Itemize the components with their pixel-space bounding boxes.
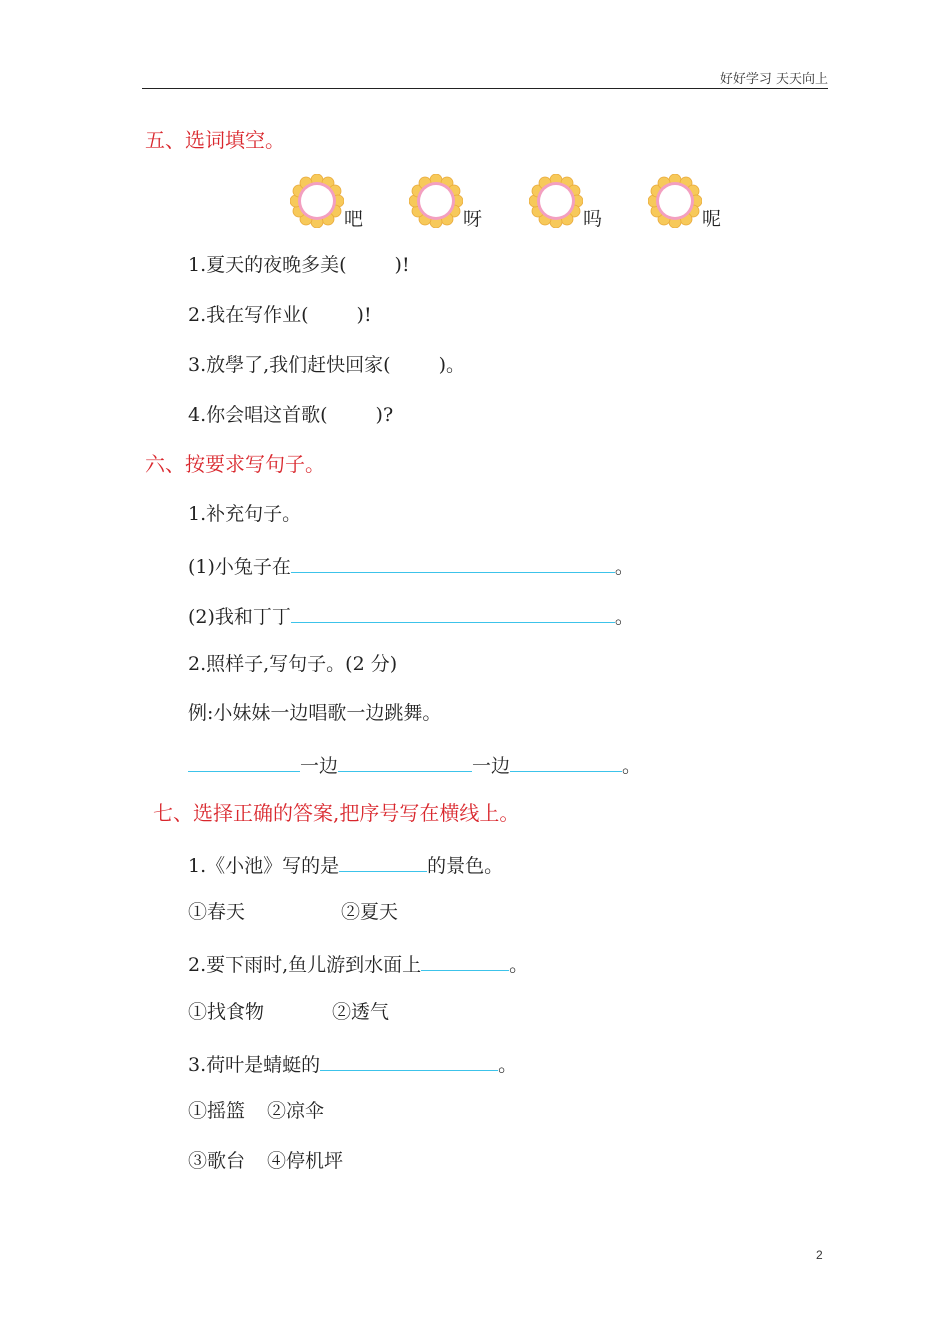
answer-blank[interactable] [320,1050,498,1071]
choice-question: 1.《小池》写的是 的景色。 [188,851,503,878]
flower-icon [648,174,702,228]
answer-blank[interactable] [421,950,509,971]
choice-question: 2.要下雨时,鱼儿游到水面上 。 [188,950,528,977]
flower-icon [290,174,344,228]
page-number: 2 [816,1248,823,1262]
question-item: 2.我在写作业( )! [188,304,372,326]
answer-blank[interactable] [291,552,615,573]
word-option: 吗 [583,208,603,230]
question-item: 4.你会唱这首歌( )? [188,404,394,426]
answer-blank[interactable] [291,602,615,623]
answer-blank[interactable] [510,751,622,772]
word-option: 呢 [702,208,722,230]
choice-question: 3.荷叶是蜻蜓的 。 [188,1050,517,1077]
choice-options: ③歌台 ④停机坪 [188,1150,344,1172]
choice-options: ①摇篮 ②凉伞 [188,1100,325,1122]
answer-blank[interactable] [338,751,472,772]
answer-blank[interactable] [188,751,300,772]
section-5-title: 五、选词填空。 [145,128,285,152]
question-item: 1.夏天的夜晚多美( )! [188,254,410,276]
imitate-sentence: 一边 一边 。 [188,751,641,778]
fill-sentence: (2)我和丁丁 。 [188,602,634,629]
choice-options: ①春天 ②夏天 [188,901,399,923]
question-item: 3.放學了,我们赶快回家( )。 [188,354,466,376]
example-sentence: 例:小妹妹一边唱歌一边跳舞。 [188,702,442,724]
sub-question: 1.补充句子。 [188,503,302,525]
choice-options: ①找食物 ②透气 [188,1001,390,1023]
sub-question: 2.照样子,写句子。(2 分) [188,653,398,675]
section-6-title: 六、按要求写句子。 [145,452,325,476]
word-option: 呀 [463,208,483,230]
answer-blank[interactable] [339,851,427,872]
flower-icon [529,174,583,228]
page-header [142,66,828,89]
fill-sentence: (1)小兔子在 。 [188,552,634,579]
word-option: 吧 [344,208,364,230]
flower-icon [409,174,463,228]
section-7-title: 七、选择正确的答案,把序号写在横线上。 [153,801,520,825]
header-motto: 好好学习 天天向上 [719,72,828,87]
